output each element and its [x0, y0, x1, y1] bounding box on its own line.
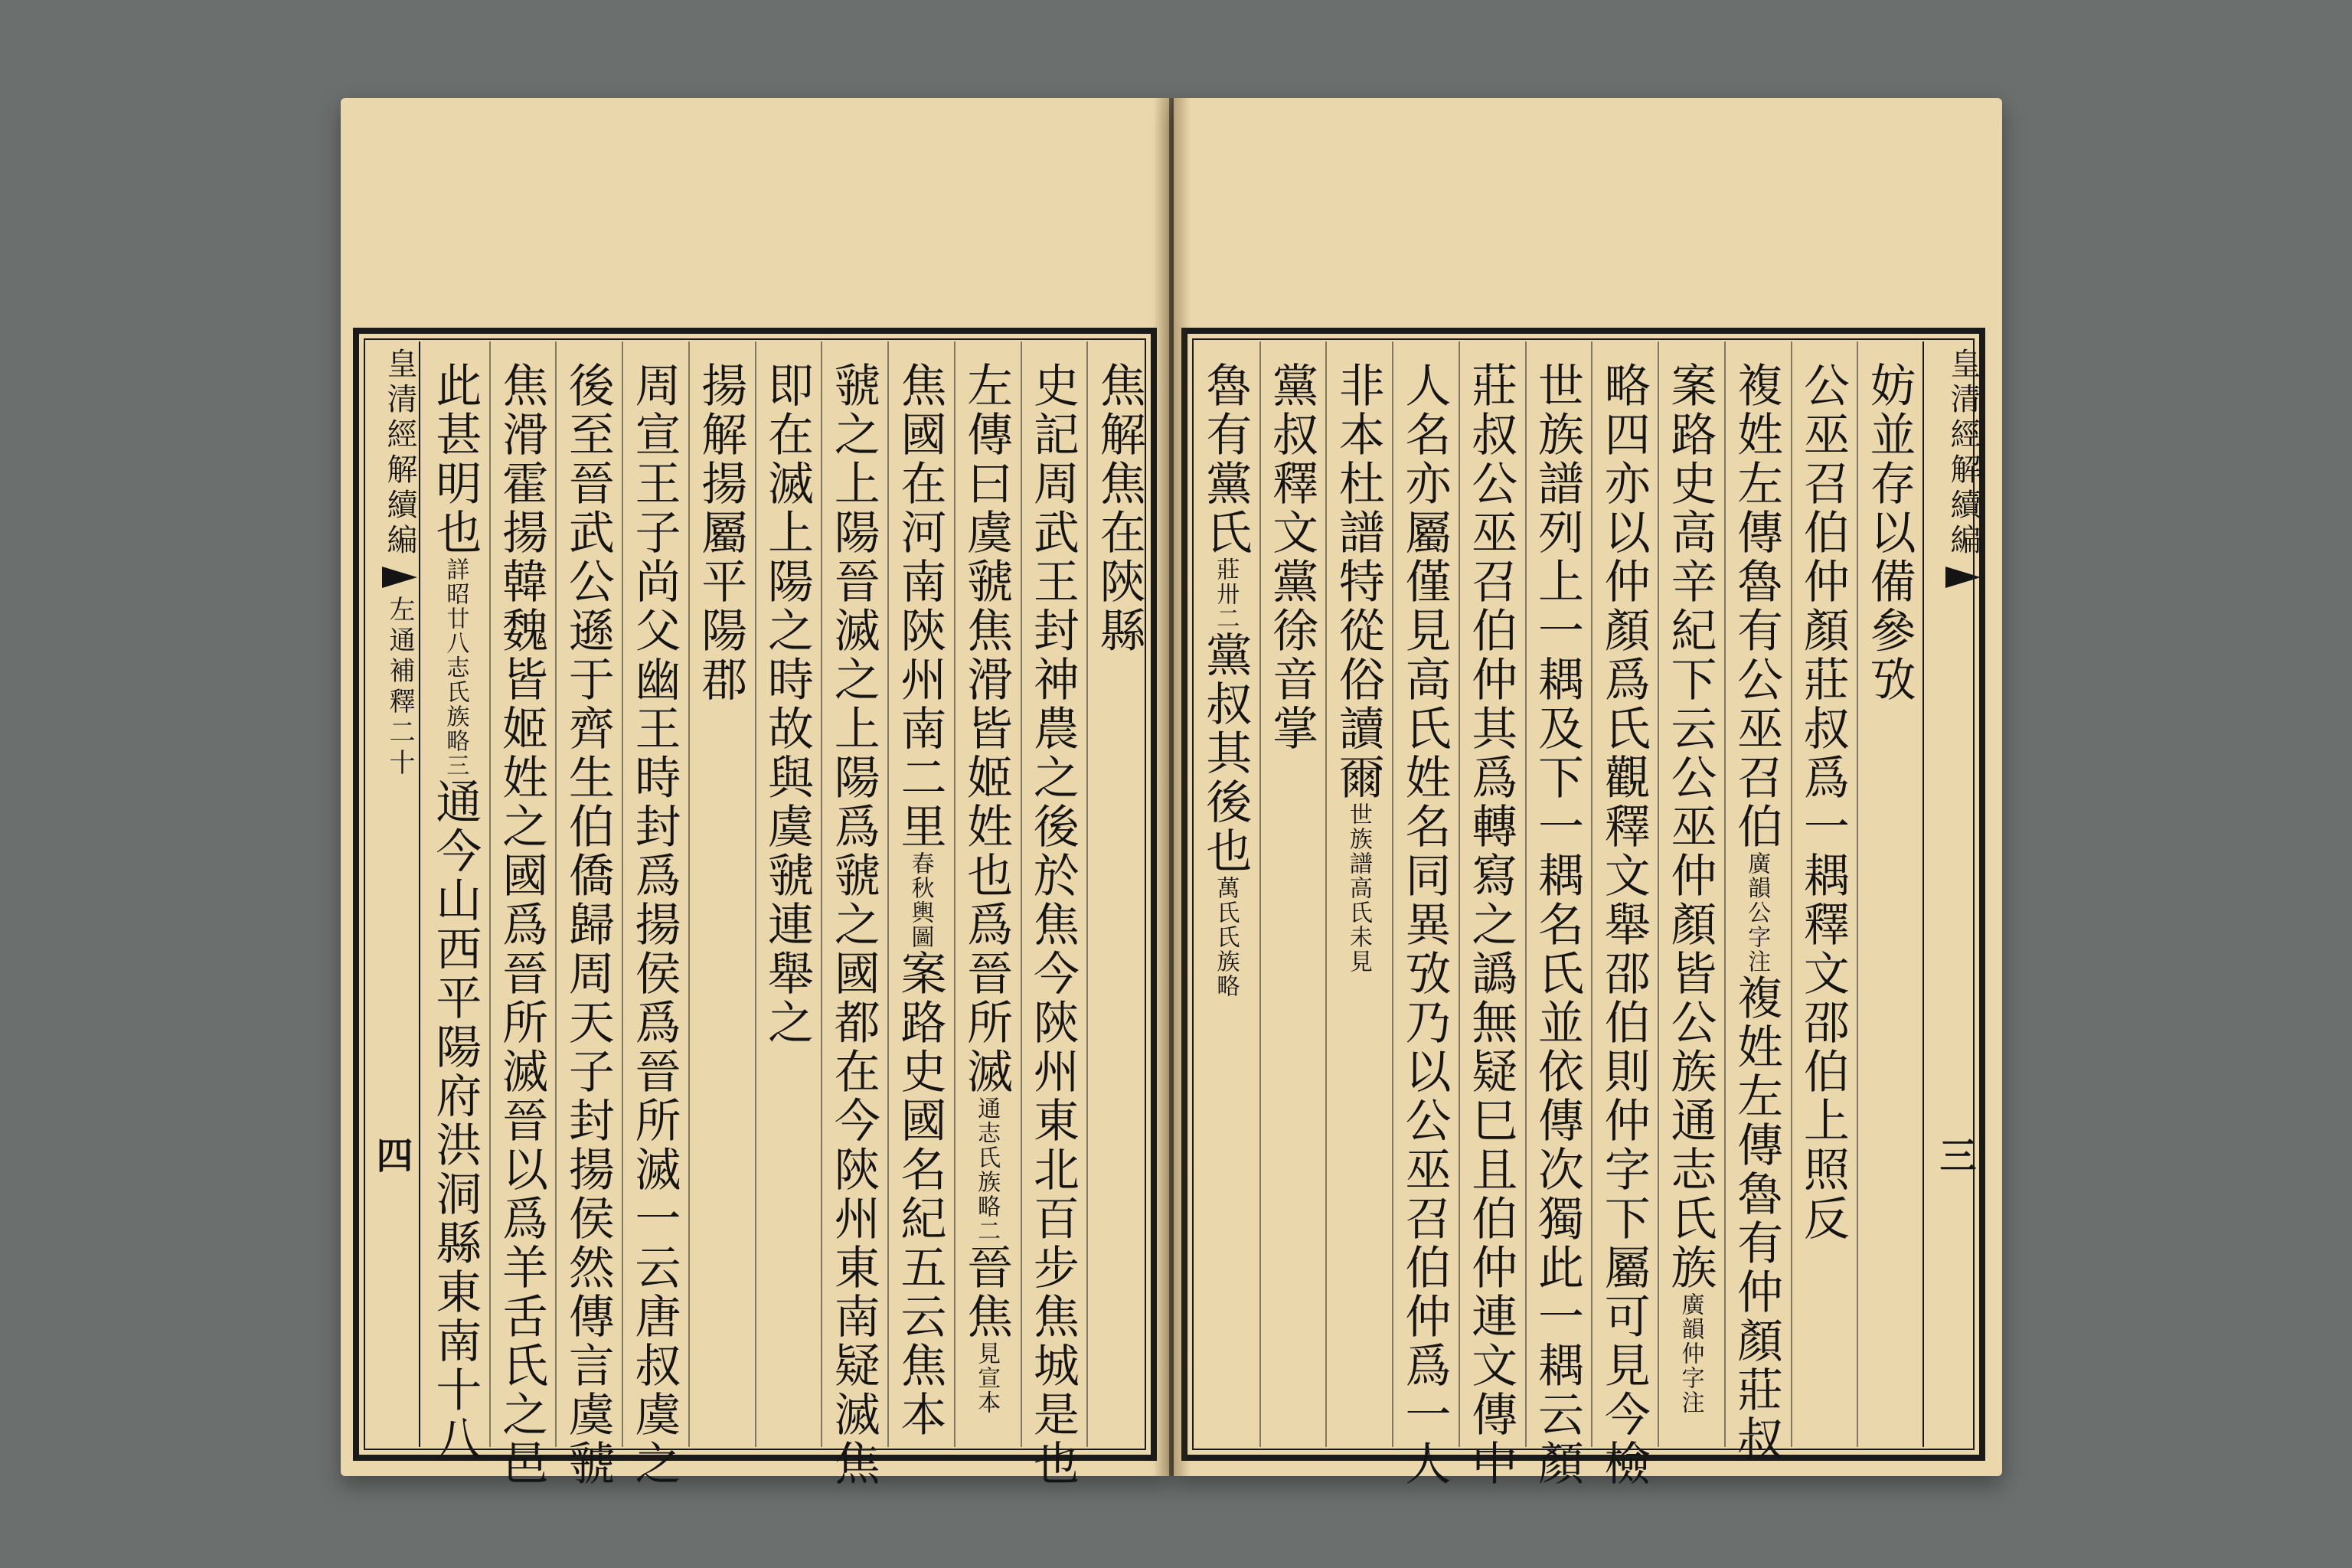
text-column [1198, 361, 1253, 1436]
column-rule [1459, 341, 1460, 1447]
column-annotation: 莊卅二 [1212, 557, 1240, 631]
text-column [428, 361, 482, 1464]
column-text: 左傳曰虞虢焦滑皆姬姓也爲晉所滅 [959, 361, 1014, 1096]
text-column [694, 361, 748, 1436]
text-column [1092, 361, 1146, 1436]
text-column [1795, 361, 1850, 1436]
text-column [1862, 361, 1916, 1436]
column-rule [1325, 341, 1327, 1447]
column-rule [1525, 341, 1527, 1447]
column-rule [887, 341, 889, 1447]
column-rule [1658, 341, 1659, 1447]
text-column [959, 361, 1014, 1436]
page-banner [364, 340, 417, 1449]
column-text: 妨並存以備參攷 [1862, 361, 1916, 704]
page-number: 四 [370, 1136, 413, 1178]
column-annotation: 通志氏族略二 [973, 1096, 1001, 1243]
column-rule [821, 341, 822, 1447]
column-text: 公巫召伯仲顏莊叔爲一耦釋文邵伯上照反 [1795, 361, 1850, 1243]
column-annotation: 見宣本 [973, 1341, 1001, 1415]
banner-title: 皇清經解續編 [382, 348, 417, 559]
column-rule [954, 341, 956, 1447]
column-text: 史記周武王封神農之後於焦今陝州東北百步焦城是也 [1025, 361, 1080, 1488]
column-annotation: 春秋輿圖 [906, 851, 934, 949]
text-column [826, 361, 880, 1488]
column-text: 此甚明也 [428, 361, 482, 557]
column-text: 複姓左傳魯有公巫召伯 [1730, 361, 1784, 851]
column-text: 莊叔公巫召伯仲其爲轉寫之譌無疑巳且伯仲連文傳中 [1464, 361, 1518, 1488]
column-text: 後至晉武公遜于齊生伯僑歸周天子封揚侯然傳言虞虢 [560, 361, 615, 1488]
book-gutter [1154, 98, 1191, 1476]
text-column [1730, 361, 1784, 1464]
column-text: 黨叔釋文黨徐音掌 [1265, 361, 1319, 753]
column-text: 略四亦以仲顏爲氏觀釋文舉邵伯則仲字下屬可見今檢 [1596, 361, 1651, 1488]
left-text-frame [353, 328, 1157, 1488]
text-column [560, 361, 615, 1488]
column-rule [688, 341, 690, 1447]
column-text: 虢之上陽晉滅之上陽爲虢之國都在今陝州東南疑滅焦 [826, 361, 880, 1488]
open-book [341, 98, 2001, 1499]
column-rule [1591, 341, 1592, 1447]
column-rule [1724, 341, 1726, 1447]
column-text: 周宣王子尚父幽王時封爲揚侯爲晉所滅一云唐叔虞之 [627, 361, 681, 1488]
column-rule [1086, 341, 1088, 1447]
column-rule [489, 341, 491, 1447]
text-column [893, 361, 947, 1439]
left-page [341, 98, 1169, 1488]
column-text: 案路史國名紀五云焦本 [893, 949, 947, 1439]
right-text-frame [1181, 328, 1985, 1488]
column-annotation: 世族譜高氏未見 [1344, 802, 1372, 974]
page-banner [1927, 340, 1981, 1449]
page-number: 三 [1933, 1136, 1976, 1178]
text-column [1397, 361, 1452, 1488]
column-annotation: 萬氏氏族略 [1212, 876, 1240, 998]
column-text: 即在滅上陽之時故與虞虢連舉之 [760, 361, 814, 1047]
text-column [627, 361, 681, 1488]
text-column [1596, 361, 1651, 1488]
banner-subtitle: 左通補釋二十 [384, 596, 415, 779]
column-text: 世族譜列上一耦及下一耦名氏並依傳次獨此一耦云顏 [1530, 361, 1584, 1488]
fishtail-mark-icon [1945, 567, 1981, 588]
banner-rule [1922, 341, 1924, 1447]
text-column [1663, 361, 1717, 1436]
column-rule [1021, 341, 1022, 1447]
column-text: 非本杜譜特從俗讀爾 [1331, 361, 1385, 802]
column-rule [1791, 341, 1792, 1447]
column-annotation: 廣韻仲字注 [1677, 1292, 1704, 1415]
column-rule [1392, 341, 1393, 1447]
text-column [760, 361, 814, 1436]
banner-rule [419, 341, 420, 1447]
text-column [1265, 361, 1319, 1436]
column-text: 案路史高辛紀下云公巫仲顏皆公族通志氏族 [1663, 361, 1717, 1292]
column-text: 焦滑霍揚韓魏皆姬姓之國爲晉所滅晉以爲羊舌氏之邑 [495, 361, 549, 1488]
column-text: 黨叔其後也 [1198, 631, 1253, 876]
column-text: 複姓左傳魯有仲顏莊叔 [1730, 974, 1784, 1464]
column-text: 通今山西平陽府洪洞縣東南十八 [428, 778, 482, 1464]
column-rule [555, 341, 557, 1447]
column-annotation: 詳昭廿八志氏族略三 [442, 557, 469, 778]
column-text: 焦解焦在陝縣 [1092, 361, 1146, 655]
text-column [1530, 361, 1584, 1488]
column-text: 焦國在河南陝州南二里 [893, 361, 947, 851]
column-rule [1259, 341, 1261, 1447]
column-rule [755, 341, 756, 1447]
column-annotation: 廣韻公字注 [1743, 851, 1771, 974]
column-text: 人名亦屬僅見高氏姓名同異攷乃以公巫召伯仲爲一人 [1397, 361, 1452, 1488]
text-column [495, 361, 549, 1488]
column-text: 晉焦 [959, 1243, 1014, 1341]
banner-title: 皇清經解續編 [1945, 348, 1981, 559]
fishtail-mark-icon [382, 567, 417, 588]
column-rule [622, 341, 623, 1447]
text-column [1464, 361, 1518, 1488]
text-column [1331, 361, 1385, 1436]
column-rule [1857, 341, 1858, 1447]
text-column [1025, 361, 1080, 1488]
column-text: 揚解揚屬平陽郡 [694, 361, 748, 704]
column-text: 魯有黨氏 [1198, 361, 1253, 557]
right-page [1174, 98, 2002, 1488]
